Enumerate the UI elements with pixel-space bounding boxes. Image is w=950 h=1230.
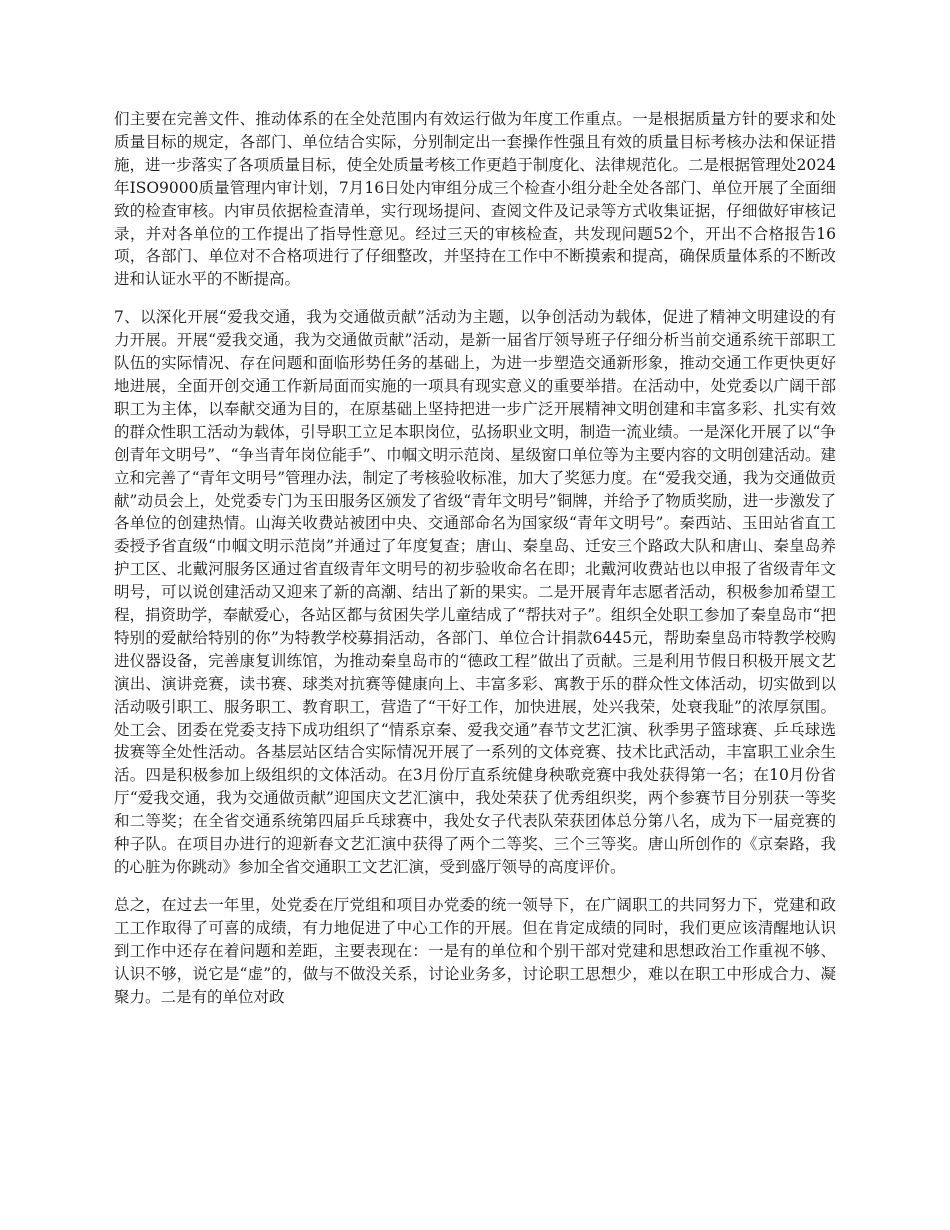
- paragraph-civilization-activities: 7、以深化开展“爱我交通，我为交通做贡献”活动为主题，以争创活动为载体，促进了精神文明建设的有力开展。开展“爱我交通，我为交通做贡献”活动，是新一届省厅领导班子仔细分析当前交通系统干部职工队伍的实际情况、存在问题和面临形势任务的基础上，为进一步塑造交通新形象，推动交通工作更快更好地进展，全面开创交通工作新局面而实施的一项具有现实意义的重要举措。在活动中，处党委以广阔干部职工为主体，以奉献交通为目的，在原基础上坚持把进一步广泛开展精神文明创建和丰富多彩、扎实有效的群众性职工活动为载体，引导职工立足本职岗位，弘扬职业文明，制造一流业绩。一是深化开展了以“争创青年文明号”、“争当青年岗位能手”、巾帼文明示范岗、星级窗口单位等为主要内容的文明创建活动。建立和完善了“青年文明号”管理办法，制定了考核验收标准，加大了奖惩力度。在“爱我交通，我为交通做贡献”动员会上，处党委专门为玉田服务区颁发了省级“青年文明号”铜牌，并给予了物质奖励，进一步激发了各单位的创建热情。山海关收费站被团中央、交通部命名为国家级“青年文明号”。秦西站、玉田站省直工委授予省直级“巾帼文明示范岗”并通过了年度复查；唐山、秦皇岛、迁安三个路政大队和唐山、秦皇岛养护工区、北戴河服务区通过省直级青年文明号的初步验收命名在即；北戴河收费站也以申报了省级青年文明号，可以说创建活动又迎来了新的高潮、结出了新的果实。二是开展青年志愿者活动，积极参加希望工程，捐资助学，奉献爱心，各站区都与贫困失学儿童结成了“帮扶对子”。组织全处职工参加了秦皇岛市“把特别的爱献给特别的你”为特教学校募捐活动，各部门、单位合计捐款6445元，帮助秦皇岛市特教学校购进仪器设备，完善康复训练馆，为推动秦皇岛市的“德政工程”做出了贡献。三是利用节假日积极开展文艺演出、演讲竞赛，读书赛、球类对抗赛等健康向上、丰富多彩、寓教于乐的群众性文体活动，切实做到以活动吸引职工、服务职工、教育职工，营造了“干好工作，加快进展，处兴我荣，处衰我耻”的浓厚氛围。处工会、团委在党委支持下成功组织了“情系京秦、爱我交通”春节文艺汇演、秋季男子篮球赛、乒乓球选拔赛等全处性活动。各基层站区结合实际情况开展了一系列的文体竞赛、技术比武活动，丰富职工业余生活。四是积极参加上级组织的文体活动。在3月份厅直系统健身秧歌竞赛中我处获得第一名；在10月份省厅“爱我交通，我为交通做贡献”迎国庆文艺汇演中，我处荣获了优秀组织奖，两个参赛节目分别获一等奖和二等奖；在全省交通系统第四届乒乓球赛中，我处女子代表队荣获团体总分第八名，成为下一届竞赛的种子队。在项目办进行的迎新春文艺汇演中获得了两个二等奖、三个三等奖。唐山所创作的《京秦路，我的心脏为你跳动》参加全省交通职工文艺汇演，受到盛厅领导的高度评价。: [114, 308, 836, 876]
- document-body: [114, 108, 836, 1023]
- paragraph-summary: 总之，在过去一年里，处党委在厅党组和项目办党委的统一领导下，在广阔职工的共同努力下，党建和政工工作取得了可喜的成绩，有力地促进了中心工作的开展。但在肯定成绩的同时，我们更应该清醒地认识到工作中还存在着问题和差距，主要表现在：一是有的单位和个别干部对党建和思想政治工作重视不够、认识不够，说它是“虚”的，做与不做没关系，讨论业务多，讨论职工思想少，难以在职工中形成合力、凝聚力。二是有的单位对政: [114, 895, 836, 1006]
- paragraph-quality-management: 们主要在完善文件、推动体系的在全处范围内有效运行做为年度工作重点。一是根据质量方针的要求和处质量目标的规定，各部门、单位结合实际，分别制定出一套操作性强且有效的质量目标考核办法和保证措施，进一步落实了各项质量目标，使全处质量考核工作更趋于制度化、法律规范化。二是根据管理处2024年ISO9000质量管理内审计划，7月16日处内审组分成三个检查小组分赴全处各部门、单位开展了全面细致的检查审核。内审员依据检查清单，实行现场提问、查阅文件及记录等方式收集证据，仔细做好审核记录，并对各单位的工作提出了指导性意见。经过三天的审核检查，共发现问题52个，开出不合格报告16项，各部门、单位对不合格项进行了仔细整改，并坚持在工作中不断摸索和提高，确保质量体系的不断改进和认证水平的不断提高。: [114, 110, 836, 289]
